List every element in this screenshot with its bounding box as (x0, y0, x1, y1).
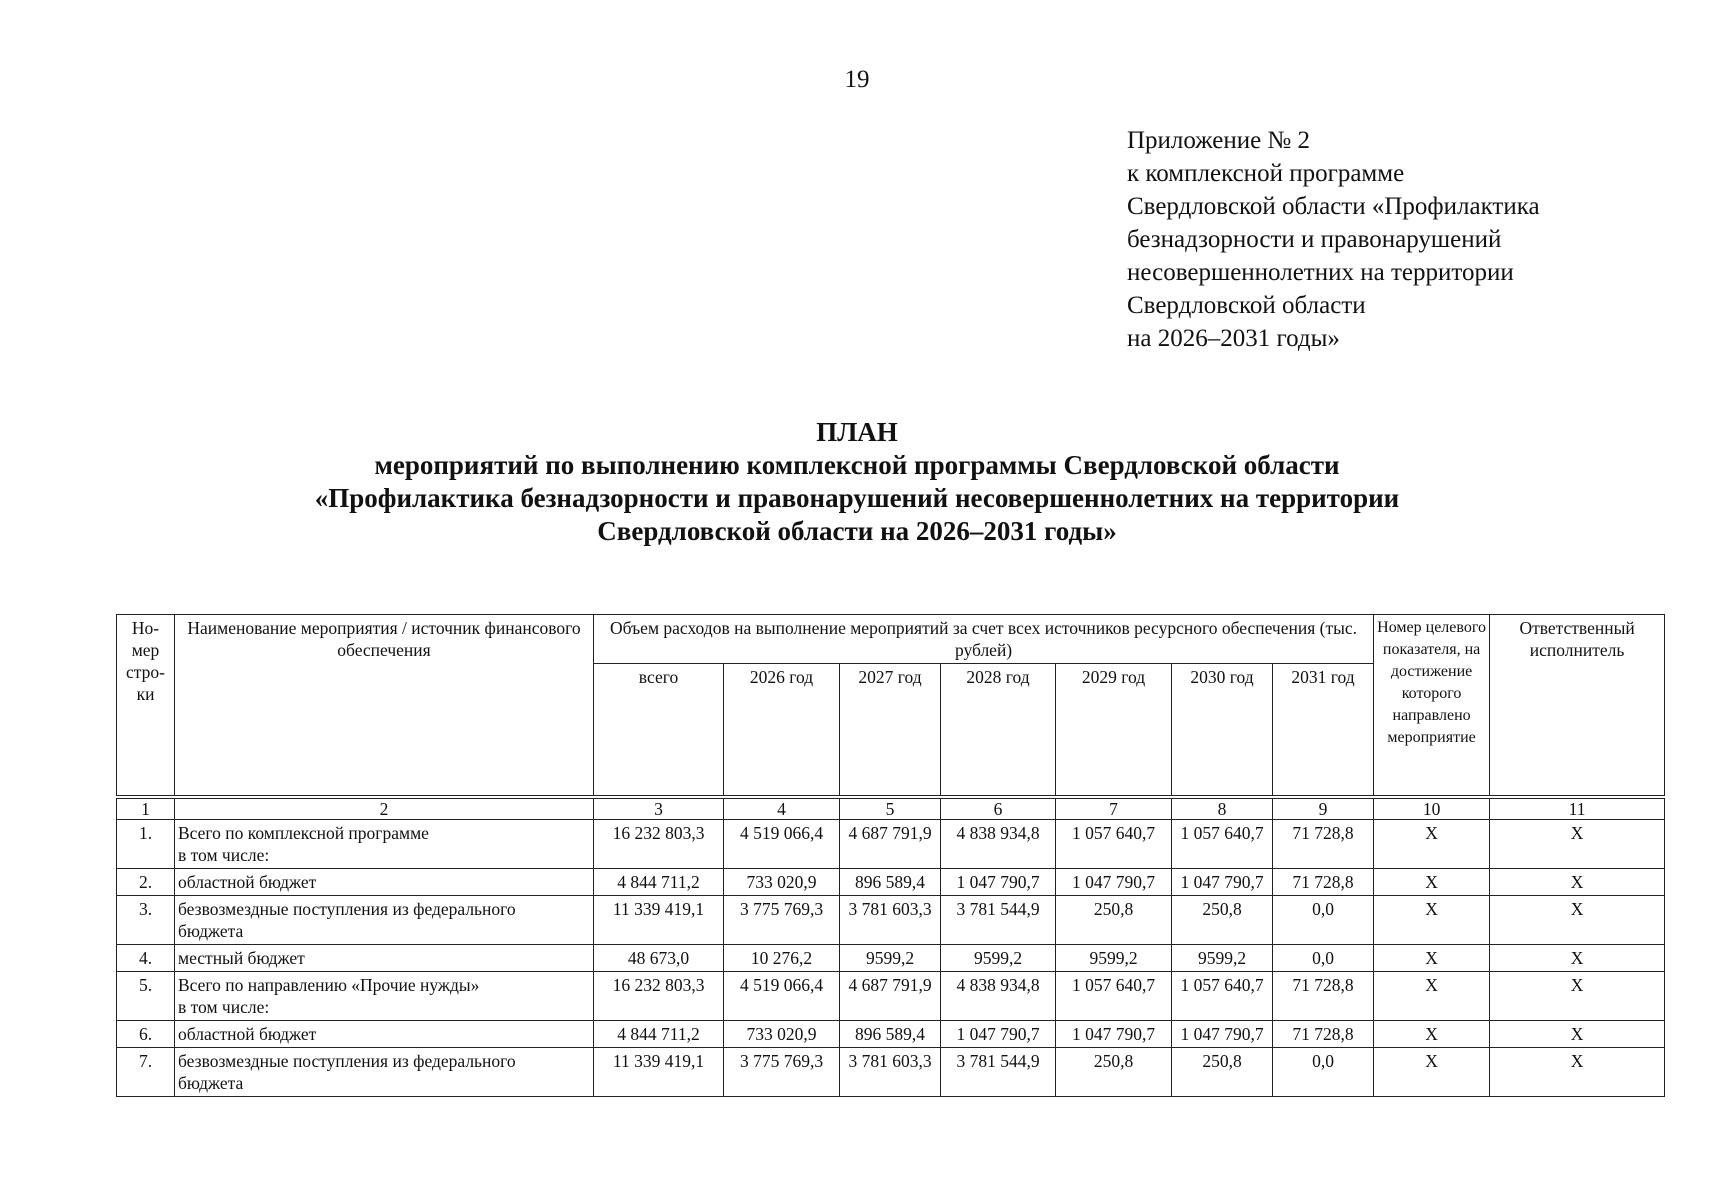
cell-total: 16 232 803,3 (594, 820, 724, 869)
cell-2030: 1 047 790,7 (1172, 1021, 1273, 1048)
cell-total: 4 844 711,2 (594, 1021, 724, 1048)
appendix-line: к комплексной программе (1127, 160, 1405, 187)
appendix-block (1127, 124, 1540, 355)
cell-2029: 1 047 790,7 (1056, 869, 1172, 896)
column-number: 11 (1490, 799, 1665, 820)
column-number: 1 (117, 799, 175, 820)
title-line: мероприятий по выполнению комплексной программы Свердловской области (374, 450, 1340, 480)
cell-2026: 4 519 066,4 (724, 972, 840, 1021)
cell-total: 16 232 803,3 (594, 972, 724, 1021)
cell-executor: Х (1490, 945, 1665, 972)
cell-2027: 3 781 603,3 (840, 896, 941, 945)
cell-total: 11 339 419,1 (594, 896, 724, 945)
table-row (117, 1048, 1665, 1097)
plan-table (116, 614, 1665, 1097)
cell-executor: Х (1490, 869, 1665, 896)
row-name-line: бюджета (178, 1073, 244, 1093)
cell-2026: 4 519 066,4 (724, 820, 840, 869)
column-number: 9 (1273, 799, 1374, 820)
cell-executor: Х (1490, 820, 1665, 869)
appendix-line: Приложение № 2 (1127, 127, 1311, 154)
table-row (117, 945, 1665, 972)
cell-total: 48 673,0 (594, 945, 724, 972)
row-name: местный бюджет (175, 945, 594, 972)
header-indicator: Номер целевого показателя, на достижение которого направлено мероприятие (1374, 615, 1490, 796)
row-number: 1. (117, 820, 175, 869)
cell-2029: 1 057 640,7 (1056, 820, 1172, 869)
table-row (117, 820, 1665, 869)
appendix-line: несовершеннолетних на территории (1127, 259, 1514, 286)
row-name-line: безвозмездные поступления из федерального (178, 1051, 516, 1071)
row-name (175, 896, 594, 945)
cell-2030: 1 047 790,7 (1172, 869, 1273, 896)
row-number: 3. (117, 896, 175, 945)
row-name: областной бюджет (175, 869, 594, 896)
cell-indicator: Х (1374, 1021, 1490, 1048)
column-number: 4 (724, 799, 840, 820)
row-number: 2. (117, 869, 175, 896)
cell-indicator: Х (1374, 869, 1490, 896)
cell-total: 11 339 419,1 (594, 1048, 724, 1097)
title-line: Свердловской области на 2026–2031 годы» (597, 516, 1117, 546)
header-2030: 2030 год (1172, 664, 1273, 796)
header-2031: 2031 год (1273, 664, 1374, 796)
appendix-line: Свердловской области «Профилактика (1127, 193, 1540, 220)
cell-2028: 3 781 544,9 (941, 896, 1056, 945)
cell-2028: 4 838 934,8 (941, 972, 1056, 1021)
row-name: областной бюджет (175, 1021, 594, 1048)
cell-executor: Х (1490, 972, 1665, 1021)
row-name-line: Всего по комплексной программе (178, 823, 429, 843)
row-name (175, 820, 594, 869)
cell-2027: 896 589,4 (840, 1021, 941, 1048)
row-name (175, 1048, 594, 1097)
cell-executor: Х (1490, 896, 1665, 945)
cell-2028: 4 838 934,8 (941, 820, 1056, 869)
cell-2028: 1 047 790,7 (941, 869, 1056, 896)
header-name: Наименование мероприятия / источник финансового обеспечения (175, 615, 594, 796)
column-number: 5 (840, 799, 941, 820)
appendix-line: безнадзорности и правонарушений (1127, 226, 1502, 253)
cell-2027: 9599,2 (840, 945, 941, 972)
cell-indicator: Х (1374, 972, 1490, 1021)
cell-2030: 1 057 640,7 (1172, 972, 1273, 1021)
cell-2031: 0,0 (1273, 896, 1374, 945)
cell-2030: 1 057 640,7 (1172, 820, 1273, 869)
row-number: 6. (117, 1021, 175, 1048)
row-name-line: Всего по направлению «Прочие нужды» (178, 975, 480, 995)
cell-2029: 250,8 (1056, 1048, 1172, 1097)
cell-2028: 9599,2 (941, 945, 1056, 972)
cell-2029: 250,8 (1056, 896, 1172, 945)
row-number: 4. (117, 945, 175, 972)
cell-2027: 4 687 791,9 (840, 972, 941, 1021)
cell-2030: 250,8 (1172, 1048, 1273, 1097)
cell-executor: Х (1490, 1048, 1665, 1097)
cell-2026: 733 020,9 (724, 869, 840, 896)
cell-indicator: Х (1374, 820, 1490, 869)
table-row (117, 1021, 1665, 1048)
cell-2030: 250,8 (1172, 896, 1273, 945)
header-2026: 2026 год (724, 664, 840, 796)
column-number: 8 (1172, 799, 1273, 820)
table-row (117, 869, 1665, 896)
table-row (117, 896, 1665, 945)
header-executor: Ответственный исполнитель (1490, 615, 1665, 796)
cell-2031: 0,0 (1273, 945, 1374, 972)
cell-2028: 3 781 544,9 (941, 1048, 1056, 1097)
column-number: 7 (1056, 799, 1172, 820)
plan-title (0, 416, 1714, 548)
row-number: 5. (117, 972, 175, 1021)
row-name-line: в том числе: (178, 997, 270, 1017)
cell-total: 4 844 711,2 (594, 869, 724, 896)
cell-indicator: Х (1374, 896, 1490, 945)
row-name-line: бюджета (178, 921, 244, 941)
header-2027: 2027 год (840, 664, 941, 796)
row-name (175, 972, 594, 1021)
column-number: 6 (941, 799, 1056, 820)
cell-2031: 0,0 (1273, 1048, 1374, 1097)
column-number: 3 (594, 799, 724, 820)
cell-executor: Х (1490, 1021, 1665, 1048)
table-row (117, 972, 1665, 1021)
cell-2028: 1 047 790,7 (941, 1021, 1056, 1048)
cell-2031: 71 728,8 (1273, 820, 1374, 869)
page-number: 19 (844, 66, 870, 93)
appendix-line: Свердловской области (1127, 292, 1366, 319)
cell-2027: 3 781 603,3 (840, 1048, 941, 1097)
header-2029: 2029 год (1056, 664, 1172, 796)
cell-2027: 4 687 791,9 (840, 820, 941, 869)
cell-indicator: Х (1374, 945, 1490, 972)
cell-2029: 9599,2 (1056, 945, 1172, 972)
appendix-line: на 2026–2031 годы» (1127, 325, 1340, 352)
cell-2026: 10 276,2 (724, 945, 840, 972)
title-line: «Профилактика безнадзорности и правонарушений несовершеннолетних на территории (314, 483, 1400, 513)
cell-2029: 1 047 790,7 (1056, 1021, 1172, 1048)
title-line: ПЛАН (816, 417, 898, 447)
cell-2029: 1 057 640,7 (1056, 972, 1172, 1021)
cell-2030: 9599,2 (1172, 945, 1273, 972)
row-number: 7. (117, 1048, 175, 1097)
header-row-number: Но-мер стро-ки (117, 615, 175, 796)
cell-2026: 3 775 769,3 (724, 1048, 840, 1097)
cell-2026: 3 775 769,3 (724, 896, 840, 945)
header-total: всего (594, 664, 724, 796)
row-name-line: безвозмездные поступления из федерального (178, 899, 516, 919)
cell-2027: 896 589,4 (840, 869, 941, 896)
cell-2031: 71 728,8 (1273, 869, 1374, 896)
column-number: 2 (175, 799, 594, 820)
column-number-row (117, 799, 1665, 820)
cell-2031: 71 728,8 (1273, 1021, 1374, 1048)
header-expenses: Объем расходов на выполнение мероприятий за счет всех источников ресурсного обеспечения (тыс. рублей) (594, 615, 1374, 664)
header-2028: 2028 год (941, 664, 1056, 796)
cell-2031: 71 728,8 (1273, 972, 1374, 1021)
cell-2026: 733 020,9 (724, 1021, 840, 1048)
row-name-line: в том числе: (178, 845, 270, 865)
column-number: 10 (1374, 799, 1490, 820)
cell-indicator: Х (1374, 1048, 1490, 1097)
